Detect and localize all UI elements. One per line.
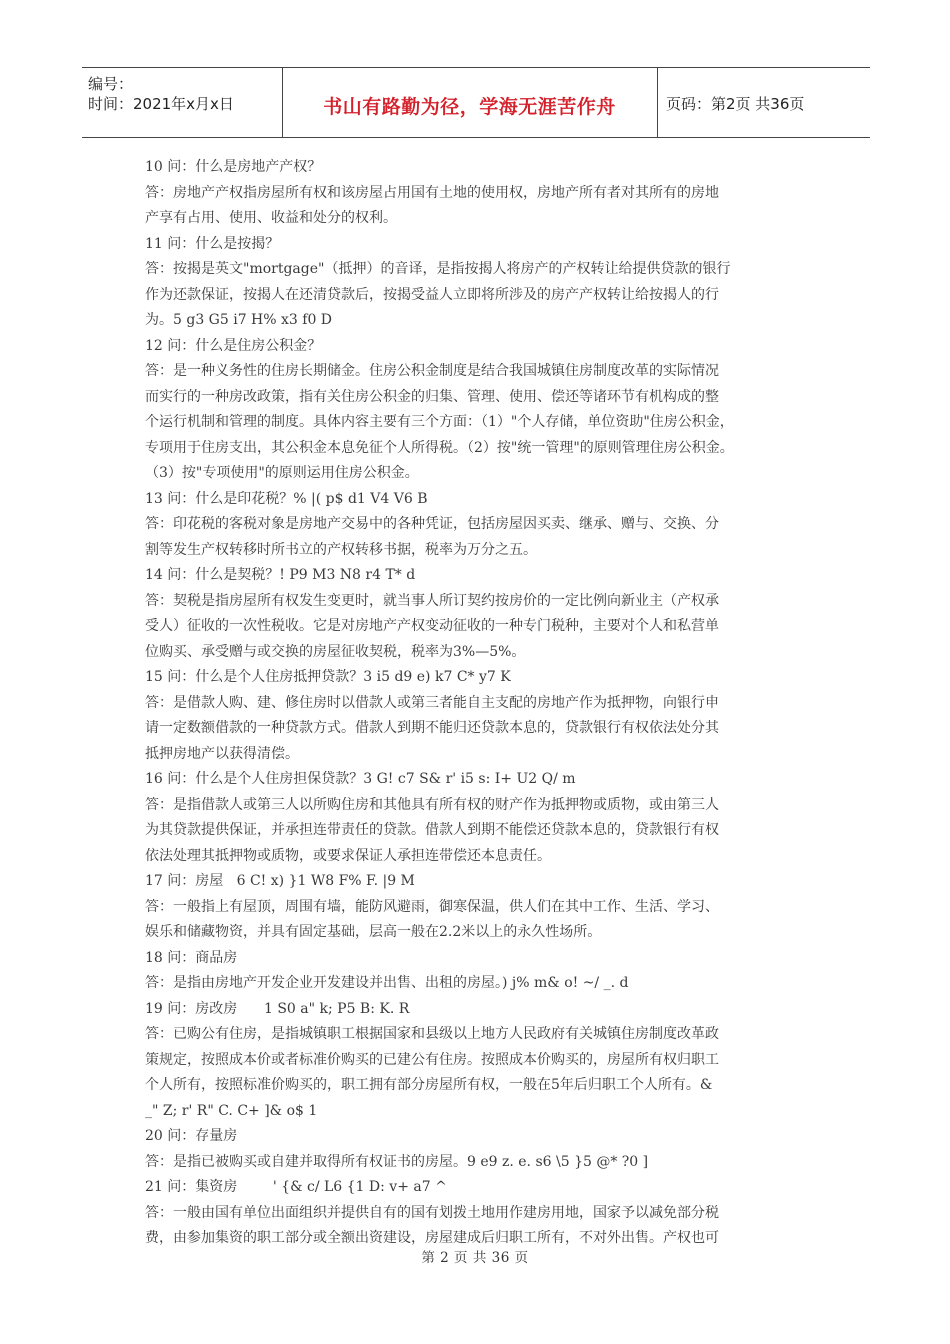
question-line: 20 问：存量房 [145,1128,238,1144]
question-line: 21 问：集资房 ' {& c/ L6 {1 D: v+ a7 ^ [145,1179,447,1195]
text-line: 专项用于住房支出，其公积金本息免征个人所得税。（2）按"统一管理"的原则管理住房公积金。 [145,439,734,456]
text-line: 受人）征收的一次性税收。它是对房地产产权变动征收的一种专门税种，主要对个人和私营单 [145,618,719,634]
question-line: 17 问：房屋 6 C! x) }1 W8 F% F. |9 M [145,873,415,889]
question-line: 14 问：什么是契税？! P9 M3 N8 r4 T* d [145,567,416,583]
question-line: 16 问：什么是个人住房担保贷款？3 G! c7 S& r' i5 s: I+ U2 Q/ m [145,771,576,787]
text-line: 依法处理其抵押物或质物，或要求保证人承担连带偿还本息责任。 [145,847,551,864]
header-motto: 书山有路勤为径，学海无涯苦作舟 [323,96,616,118]
text-line: 为其贷款提供保证，并承担连带责任的贷款。借款人到期不能偿还贷款本息的，贷款银行有权 [145,822,719,838]
text-line: 答：是一种义务性的住房长期储金。住房公积金制度是结合我国城镇住房制度改革的实际情况 [145,363,719,379]
text-line: 费，由参加集资的职工部分或全额出资建设，房屋建成后归职工所有，不对外出售。产权也可 [145,1230,719,1246]
text-line: 抵押房地产以获得清偿。 [145,745,299,762]
text-line: 答：已购公有住房，是指城镇职工根据国家和县级以上地方人民政府有关城镇住房制度改革政 [145,1026,719,1042]
text-line: 答：是指已被购买或自建并取得所有权证书的房屋。9 e9 z. e. s6 \5 }5 @* ?0 ] [145,1153,649,1170]
document-body [145,155,820,1252]
text-line: 产享有占用、使用、收益和处分的权利。 [145,210,397,226]
text-line: 答：印花税的客税对象是房地产交易中的各种凭证，包括房屋因买卖、继承、赠与、交换、分 [145,516,719,532]
text-line: 答：是指借款人或第三人以所购住房和其他具有所有权的财产作为抵押物或质物，或由第三人 [145,796,719,813]
page-header [82,67,870,138]
text-line: 娱乐和储藏物资，并具有固定基础，层高一般在2.2米以上的永久性场所。 [145,924,602,940]
text-line: 答：按揭是英文"mortgage"（抵押）的音译，是指按揭人将房产的产权转让给提供贷款的银行 [145,261,731,277]
header-right-cell [657,68,871,137]
header-left-cell [82,68,283,137]
text-line: 答：一般指上有屋顶，周围有墙，能防风避雨，御寒保温，供人们在其中工作、生活、学习、 [145,898,719,915]
question-line: 11 问：什么是按揭？ [145,235,280,252]
text-line: 答：房地产产权指房屋所有权和该房屋占用国有土地的使用权，房地产所有者对其所有的房地 [145,184,719,201]
text-line: 而实行的一种房改政策，指有关住房公积金的归集、管理、使用、偿还等诸环节有机构成的整 [145,388,719,405]
question-line: 13 问：什么是印花税？% |( p$ d1 V4 V6 B [145,490,428,507]
question-line: 12 问：什么是住房公积金？ [145,337,322,354]
text-line: 个人所有，按照标准价购买的，职工拥有部分房屋所有权，一般在5年后归职工个人所有。& [145,1077,713,1093]
question-line: 18 问：商品房 [145,949,238,966]
text-line: 答：是借款人购、建、修住房时以借款人或第三者能自主支配的房地产作为抵押物，向银行申 [145,694,719,711]
text-line: 策规定，按照成本价或者标准价购买的已建公有住房。按照成本价购买的，房屋所有权归职工 [145,1051,719,1068]
text-line: 答：一般由国有单位出面组织并提供自有的国有划拨土地用作建房用地，国家予以减免部分税 [145,1204,719,1221]
text-line: 答：是指由房地产开发企业开发建设并出售、出租的房屋。) j% m& o! ~/ _. d [145,975,629,991]
text-line: 割等发生产权转移时所书立的产权转移书据，税率为万分之五。 [145,541,537,558]
document-number-label: 编号： [88,75,134,93]
header-page-number: 页码：第2页 共36页 [666,95,805,113]
text-line: 作为还款保证，按揭人在还清贷款后，按揭受益人立即将所涉及的房产产权转让给按揭人的行 [145,286,719,303]
question-line: 10 问：什么是房地产产权？ [145,159,322,175]
text-line: 请一定数额借款的一种贷款方式。借款人到期不能归还贷款本息的，贷款银行有权依法处分其 [145,720,719,736]
question-line: 19 问：房改房 1 S0 a" k; P5 B: K. R [145,1000,410,1017]
text-line: _" Z; r' R" C. C+ ]& o$ 1 [145,1102,318,1119]
question-line: 15 问：什么是个人住房抵押贷款？3 i5 d9 e) k7 C* y7 K [145,669,511,685]
text-line: 个运行机制和管理的制度。具体内容主要有三个方面：（1）"个人存储，单位资助"住房公积金， [145,414,734,430]
text-line: 位购买、承受赠与或交换的房屋征收契税，税率为3%—5%。 [145,643,526,660]
document-date: 时间：2021年x月x日 [88,95,234,113]
text-line: 为。5 g3 G5 i7 H% x3 f0 D [145,312,333,328]
text-line: 答：契税是指房屋所有权发生变更时，就当事人所订契约按房价的一定比例向新业主（产权承 [145,592,719,609]
text-line: （3）按"专项使用"的原则运用住房公积金。 [145,465,419,481]
page-footer: 第 2 页 共 36 页 [421,1250,529,1266]
